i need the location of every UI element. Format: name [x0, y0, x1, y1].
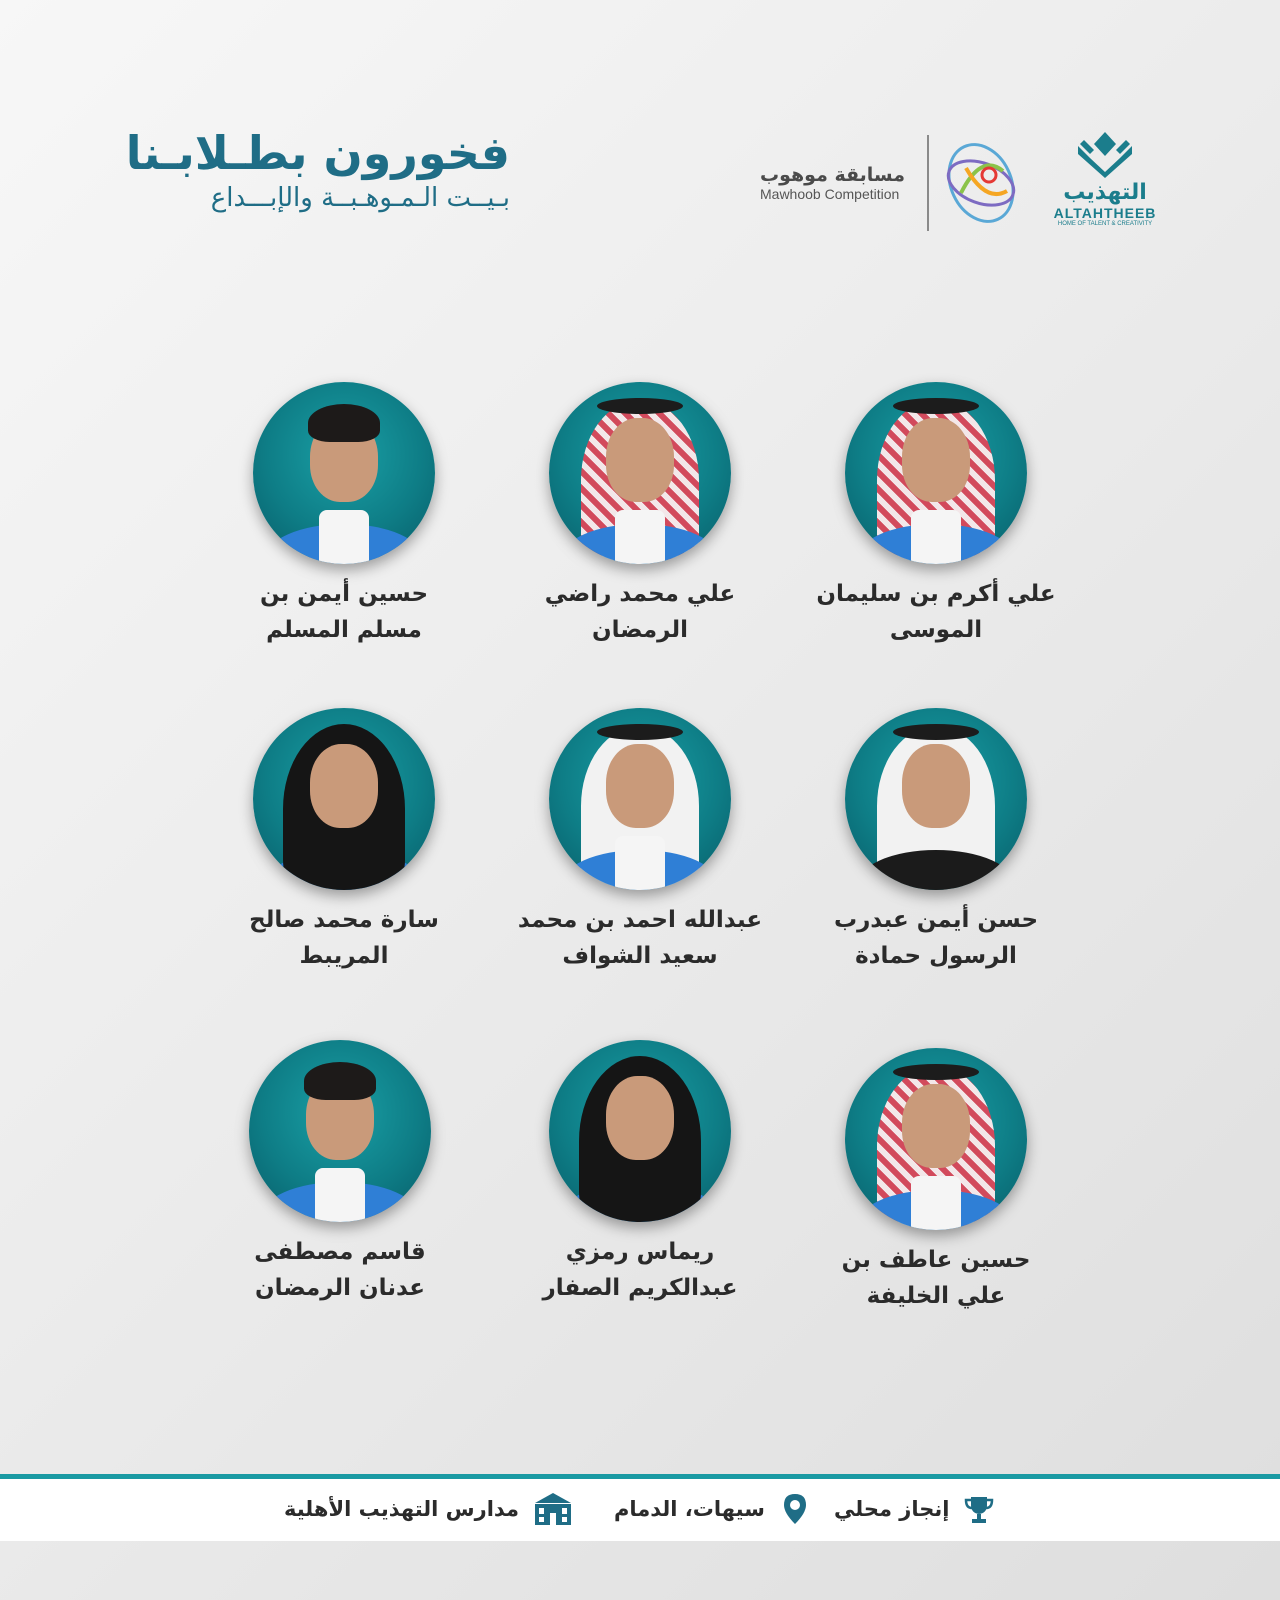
student-name-line2: المريبط [299, 943, 389, 969]
tahtheeb-name-ar: التهذيب [1063, 180, 1147, 205]
student-photo [249, 1040, 431, 1222]
student-name [490, 576, 790, 648]
student-card [490, 382, 790, 648]
footer-bar [0, 1479, 1280, 1541]
student-card [786, 382, 1086, 648]
location-pin-icon [777, 1491, 813, 1527]
student-card [190, 1040, 490, 1306]
page-subtitle: بـيــت الـمـوهـبــة والإبـــداع [210, 182, 510, 213]
student-card [490, 1040, 790, 1306]
achievement-text: إنجاز محلي [834, 1497, 950, 1521]
student-name-line2: سعيد الشواف [562, 943, 718, 969]
mawhoob-emblem-icon [941, 133, 1021, 233]
student-name-line2: الرمضان [592, 617, 688, 643]
footer-achievement [834, 1491, 997, 1527]
student-name-line1: حسن أيمن عبدرب [833, 907, 1039, 933]
student-name [194, 902, 494, 974]
mawhoob-name-ar: مسابقة موهوب [760, 164, 906, 186]
student-name-line2: عدنان الرمضان [255, 1275, 425, 1301]
footer-school [284, 1491, 575, 1527]
tahtheeb-emblem-icon [1070, 128, 1140, 178]
student-name-line2: الموسى [889, 617, 983, 643]
school-building-icon [531, 1491, 575, 1527]
student-name [786, 902, 1086, 974]
student-photo [845, 382, 1027, 564]
student-name [190, 1234, 490, 1306]
page-title: فخورون بطـلابـنا [125, 126, 510, 180]
student-name-line1: علي أكرم بن سليمان [816, 581, 1056, 607]
student-name-line2: مسلم المسلم [266, 617, 422, 643]
trophy-icon [961, 1491, 997, 1527]
mawhoob-logo [760, 128, 1021, 238]
student-name-line1: ريماس رمزي [565, 1239, 715, 1265]
mawhoob-name-en: Mawhoob Competition [760, 186, 900, 202]
student-photo [845, 708, 1027, 890]
student-name-line2: عبدالكريم الصفار [542, 1275, 738, 1301]
student-name [786, 576, 1086, 648]
logo-divider [927, 135, 929, 231]
student-card [786, 1048, 1086, 1314]
student-name [786, 1242, 1086, 1314]
mawhoob-logo-text [760, 164, 905, 202]
location-text: سيهات، الدمام [614, 1497, 765, 1521]
student-name [490, 902, 790, 974]
student-name-line2: الرسول حمادة [855, 943, 1017, 969]
student-photo [549, 708, 731, 890]
student-name [490, 1234, 790, 1306]
student-photo [845, 1048, 1027, 1230]
student-photo [549, 1040, 731, 1222]
student-name-line2: علي الخليفة [866, 1283, 1006, 1309]
student-card [194, 382, 494, 648]
student-photo [549, 382, 731, 564]
footer-location [614, 1491, 813, 1527]
page-heading [120, 128, 510, 213]
student-name-line1: سارة محمد صالح [249, 907, 439, 933]
student-name-line1: حسين عاطف بن [841, 1247, 1031, 1273]
student-name [194, 576, 494, 648]
student-name-line1: حسين أيمن بن [259, 581, 429, 607]
student-card [194, 708, 494, 974]
tahtheeb-tagline: HOME OF TALENT & CREATIVITY [1057, 221, 1153, 227]
tahtheeb-logo [1050, 128, 1160, 227]
student-card [490, 708, 790, 974]
student-name-line1: علي محمد راضي [544, 581, 736, 607]
student-photo [253, 708, 435, 890]
student-name-line1: عبدالله احمد بن محمد [517, 907, 763, 933]
tahtheeb-name-en: ALTAHTHEEB [1053, 205, 1157, 221]
student-card [786, 708, 1086, 974]
student-photo [253, 382, 435, 564]
student-name-line1: قاسم مصطفى [254, 1239, 426, 1265]
school-text: مدارس التهذيب الأهلية [284, 1497, 520, 1521]
